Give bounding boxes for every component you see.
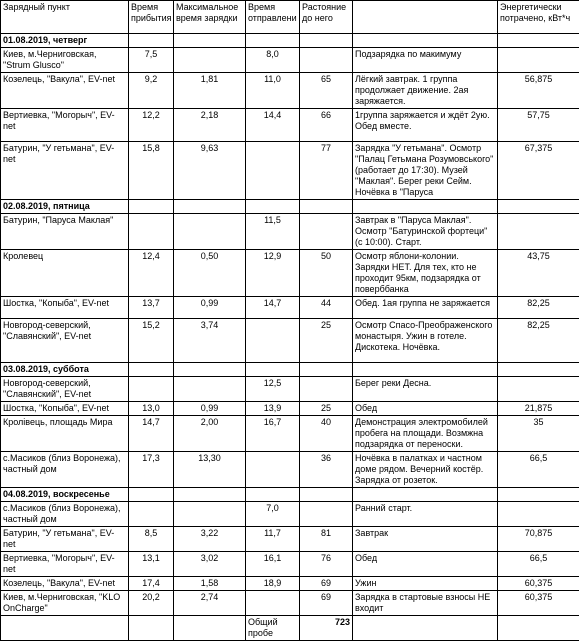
point-cell: Батурин, "Паруса Маклая" (1, 214, 129, 250)
point-cell: Козелець, "Вакула", EV-net (1, 73, 129, 109)
charge-time-cell: 0,99 (174, 402, 246, 416)
date-label: 02.08.2019, пятница (1, 200, 129, 214)
arrival-cell: 15,2 (129, 319, 174, 363)
arrival-cell: 13,7 (129, 297, 174, 319)
arrival-cell (129, 214, 174, 250)
note-cell: Осмотр Спасо-Преображенского монастыря. Ужин в готеле. Дискотека. Ночёвка. (353, 319, 498, 363)
charge-time-cell: 2,18 (174, 109, 246, 142)
table-row (1, 297, 579, 319)
energy-cell: 60,375 (498, 591, 579, 616)
date-row (1, 363, 579, 377)
point-cell: Киев, м.Черниговская, "Strum Glusco" (1, 48, 129, 73)
energy-cell: 60,375 (498, 577, 579, 591)
point-cell: Батурин, "У гетьмана", EV-net (1, 142, 129, 200)
date-label: 03.08.2019, суббота (1, 363, 129, 377)
arrival-cell: 8,5 (129, 527, 174, 552)
date-label: 04.08.2019, воскресенье (1, 488, 129, 502)
table-row (1, 577, 579, 591)
arrival-cell: 17,4 (129, 577, 174, 591)
charge-time-cell: 9,63 (174, 142, 246, 200)
note-cell: Ужин (353, 577, 498, 591)
table-row (1, 502, 579, 527)
charge-time-cell: 3,22 (174, 527, 246, 552)
energy-cell: 56,875 (498, 73, 579, 109)
charge-time-cell: 13,30 (174, 452, 246, 488)
distance-cell (300, 214, 353, 250)
distance-cell: 66 (300, 109, 353, 142)
arrival-cell: 7,5 (129, 48, 174, 73)
departure-cell: 8,0 (246, 48, 300, 73)
note-cell: Обед. 1ая группа не заряжается (353, 297, 498, 319)
distance-cell: 69 (300, 591, 353, 616)
note-cell: Ночёвка в палатках и частном доме рядом. Вечерний костёр. Зарядка от розеток. (353, 452, 498, 488)
note-cell: Обед (353, 402, 498, 416)
charge-time-cell: 1,81 (174, 73, 246, 109)
departure-cell: 13,9 (246, 402, 300, 416)
table-row (1, 109, 579, 142)
header-cell: Время отправлени (246, 1, 300, 34)
distance-cell (300, 502, 353, 527)
note-cell: Лёгкий завтрак. 1 группа продолжает движение. 2ая заряжается. (353, 73, 498, 109)
point-cell: Киев, м.Черниговская, "KLO OnCharge" (1, 591, 129, 616)
energy-cell: 43,75 (498, 250, 579, 297)
charge-time-cell (174, 48, 246, 73)
table-row (1, 250, 579, 297)
note-cell: Подзарядка по макимуму (353, 48, 498, 73)
charge-time-cell: 3,02 (174, 552, 246, 577)
header-cell: Максимальное время зарядки (174, 1, 246, 34)
point-cell: Кролівець, площадь Мира (1, 416, 129, 452)
departure-cell: 12,5 (246, 377, 300, 402)
header-cell: Время прибытия (129, 1, 174, 34)
energy-cell: 82,25 (498, 319, 579, 363)
charge-time-cell: 1,58 (174, 577, 246, 591)
charge-time-cell: 2,74 (174, 591, 246, 616)
date-label: 01.08.2019, четверг (1, 34, 129, 48)
date-row (1, 34, 579, 48)
note-cell: Завтрак (353, 527, 498, 552)
point-cell: Козелець, "Вакула", EV-net (1, 577, 129, 591)
distance-cell (300, 377, 353, 402)
distance-cell: 25 (300, 319, 353, 363)
departure-cell: 18,9 (246, 577, 300, 591)
note-cell: Завтрак в "Паруса Маклая". Осмотр "Батуринской фортеци" (с 10:00). Старт. (353, 214, 498, 250)
departure-cell: 14,7 (246, 297, 300, 319)
table-row (1, 527, 579, 552)
note-cell: Демонстрация электромобилей пробега на площади. Возмжна подзарядка от переноски. (353, 416, 498, 452)
charge-time-cell: 3,74 (174, 319, 246, 363)
departure-cell: 11,0 (246, 73, 300, 109)
arrival-cell: 15,8 (129, 142, 174, 200)
arrival-cell: 17,3 (129, 452, 174, 488)
charge-time-cell: 2,00 (174, 416, 246, 452)
distance-cell: 77 (300, 142, 353, 200)
energy-cell (498, 214, 579, 250)
point-cell: Вертиевка, "Могорыч", EV-net (1, 109, 129, 142)
table-row (1, 552, 579, 577)
note-cell: 1группа заряжается и ждёт 2ую. Обед вместе. (353, 109, 498, 142)
departure-cell (246, 452, 300, 488)
departure-cell: 11,7 (246, 527, 300, 552)
table-row (1, 319, 579, 363)
table-row (1, 48, 579, 73)
note-cell: Обед (353, 552, 498, 577)
departure-cell: 11,5 (246, 214, 300, 250)
arrival-cell: 9,2 (129, 73, 174, 109)
note-cell: Ранний старт. (353, 502, 498, 527)
departure-cell: 7,0 (246, 502, 300, 527)
point-cell: Новгород-северский, "Славянский", EV-net (1, 319, 129, 363)
departure-cell: 16,7 (246, 416, 300, 452)
energy-cell: 67,375 (498, 142, 579, 200)
arrival-cell (129, 502, 174, 527)
departure-cell: 16,1 (246, 552, 300, 577)
total-row (1, 616, 579, 641)
header-cell: Энергетически потрачено, кВт*ч (498, 1, 579, 34)
arrival-cell: 13,1 (129, 552, 174, 577)
distance-cell: 81 (300, 527, 353, 552)
departure-cell: 12,9 (246, 250, 300, 297)
distance-cell: 44 (300, 297, 353, 319)
header-cell (353, 1, 498, 34)
total-value: 723 (300, 616, 353, 641)
note-cell: Осмотр яблони-колонии. Зарядки НЕТ. Для тех, кто не проходит 95км, подзарядка от поверббанка (353, 250, 498, 297)
energy-cell: 21,875 (498, 402, 579, 416)
distance-cell: 25 (300, 402, 353, 416)
energy-cell (498, 377, 579, 402)
distance-cell (300, 48, 353, 73)
note-cell: Зарядка в стартовые взносы НЕ входит (353, 591, 498, 616)
point-cell: Батурин, "У гетьмана", EV-net (1, 527, 129, 552)
table-row (1, 591, 579, 616)
point-cell: Шостка, "Копыба", EV-net (1, 297, 129, 319)
header-cell: Зарядный пункт (1, 1, 129, 34)
table-row (1, 452, 579, 488)
point-cell: Вертиевка, "Могорыч", EV-net (1, 552, 129, 577)
arrival-cell: 12,2 (129, 109, 174, 142)
point-cell: с.Масиков (близ Воронежа), частный дом (1, 452, 129, 488)
energy-cell: 70,875 (498, 527, 579, 552)
point-cell: Шостка, "Копыба", EV-net (1, 402, 129, 416)
departure-cell (246, 142, 300, 200)
table-row (1, 214, 579, 250)
charge-time-cell (174, 377, 246, 402)
distance-cell: 36 (300, 452, 353, 488)
energy-cell (498, 502, 579, 527)
arrival-cell: 14,7 (129, 416, 174, 452)
energy-cell: 82,25 (498, 297, 579, 319)
distance-cell: 40 (300, 416, 353, 452)
date-row (1, 488, 579, 502)
arrival-cell: 13,0 (129, 402, 174, 416)
distance-cell: 76 (300, 552, 353, 577)
date-row (1, 200, 579, 214)
arrival-cell: 12,4 (129, 250, 174, 297)
arrival-cell (129, 377, 174, 402)
distance-cell: 69 (300, 577, 353, 591)
energy-cell: 66,5 (498, 452, 579, 488)
distance-cell: 65 (300, 73, 353, 109)
distance-cell: 50 (300, 250, 353, 297)
total-label: Общий пробе (246, 616, 300, 641)
point-cell: Новгород-северский, "Славянский", EV-net (1, 377, 129, 402)
point-cell: с.Масиков (близ Воронежа), частный дом (1, 502, 129, 527)
note-cell: Берег реки Десна. (353, 377, 498, 402)
arrival-cell: 20,2 (129, 591, 174, 616)
departure-cell (246, 591, 300, 616)
point-cell: Кролевец (1, 250, 129, 297)
table-row (1, 142, 579, 200)
note-cell: Зарядка "У гетьмана". Осмотр "Палац Гетьмана Розумовського" (работает до 17:30). Музей "Маклая". Берег реки Сейм. Ночёвка в "Паруса (353, 142, 498, 200)
table-row (1, 416, 579, 452)
energy-cell: 66,5 (498, 552, 579, 577)
charge-time-cell: 0,99 (174, 297, 246, 319)
header-row (1, 1, 579, 34)
energy-cell: 35 (498, 416, 579, 452)
header-cell: Растояние до него (300, 1, 353, 34)
charge-time-cell (174, 502, 246, 527)
table-row (1, 402, 579, 416)
energy-cell (498, 48, 579, 73)
charge-time-cell: 0,50 (174, 250, 246, 297)
departure-cell: 14,4 (246, 109, 300, 142)
table-row (1, 377, 579, 402)
charge-time-cell (174, 214, 246, 250)
departure-cell (246, 319, 300, 363)
table-row (1, 73, 579, 109)
energy-cell: 57,75 (498, 109, 579, 142)
